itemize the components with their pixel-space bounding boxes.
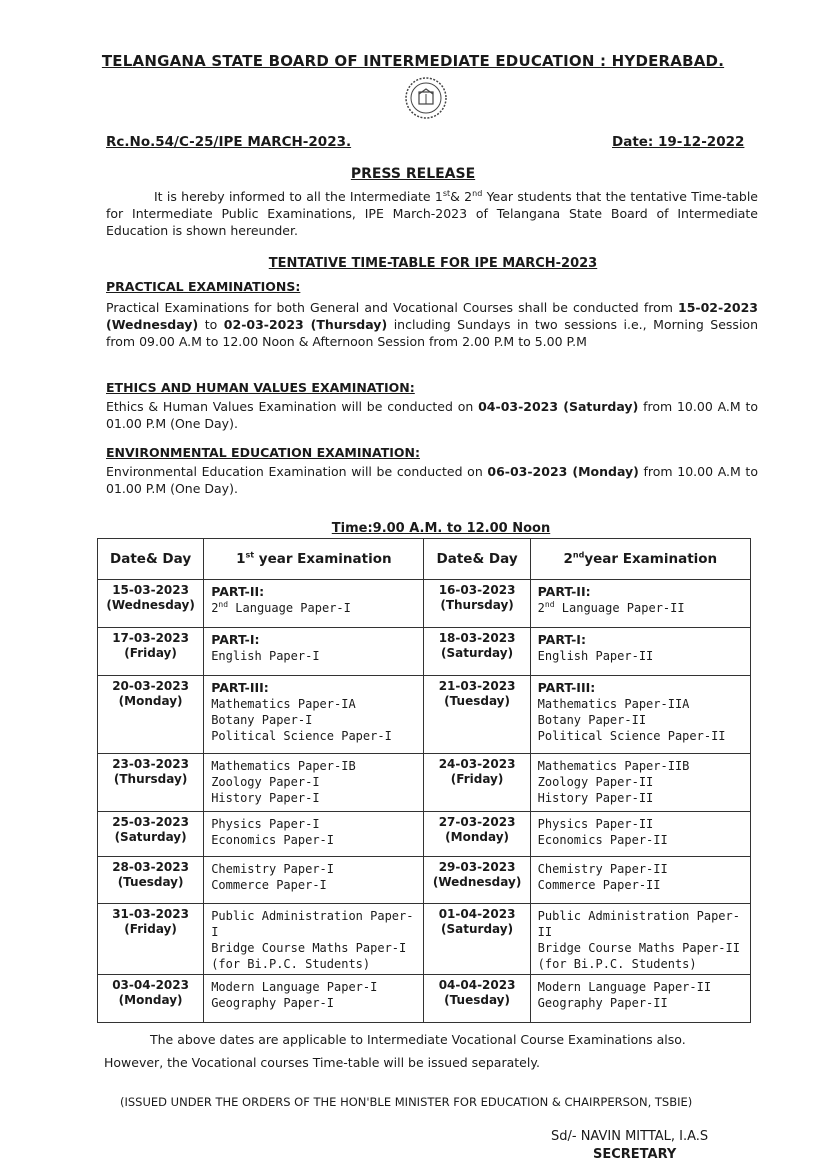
exam-paper: Zoology Paper-I	[211, 775, 320, 789]
exam-paper: Public Administration Paper-I	[211, 909, 414, 939]
practical-paragraph: Practical Examinations for both General and Vocational Courses shall be conducted from 15-02-2023 (Wednesday) to 02-03-2023 (Thursday) including Sundays in two sessions i.e., Morning Session from 09.00 A.M to 12.00 Noon & Afternoon Session from 2.00 P.M to 5.00 P.M	[106, 300, 758, 349]
exam-paper: Chemistry Paper-I	[211, 862, 335, 876]
col-date-2: Date& Day	[424, 539, 530, 580]
exam-date-cell	[424, 628, 530, 676]
signatory-designation: SECRETARY	[593, 1147, 677, 1162]
exam-date: 24-03-2023	[438, 757, 516, 771]
exam-paper: Modern Language Paper-II	[537, 980, 712, 994]
col-second-year: 2ndyear Examination	[530, 539, 750, 580]
exam-date: 28-03-2023	[112, 860, 189, 874]
exam-day: (Monday)	[118, 694, 183, 708]
exam-papers-cell	[204, 857, 424, 904]
exam-timetable	[97, 538, 751, 1023]
exam-papers-cell	[530, 857, 750, 904]
col-date-1: Date& Day	[98, 539, 204, 580]
exam-paper: Economics Paper-I	[211, 833, 335, 847]
exam-papers-cell	[204, 975, 424, 1023]
col-first-year: 1st year Examination	[204, 539, 424, 580]
exam-paper: Mathematics Paper-IIA	[537, 697, 690, 711]
exam-time-heading: Time:9.00 A.M. to 12.00 Noon	[331, 521, 551, 536]
exam-paper: Economics Paper-II	[537, 833, 668, 847]
exam-date: 21-03-2023	[438, 679, 516, 693]
exam-papers-cell	[530, 812, 750, 857]
table-header-row	[98, 539, 751, 580]
table-row	[98, 857, 751, 904]
table-row	[98, 580, 751, 628]
exam-day: (Tuesday)	[444, 694, 510, 708]
exam-paper: Political Science Paper-I	[211, 729, 392, 743]
table-row	[98, 975, 751, 1023]
footer-note-2: However, the Vocational courses Time-table will be issued separately.	[104, 1055, 540, 1070]
tentative-timetable-heading: TENTATIVE TIME-TABLE FOR IPE MARCH-2023	[268, 256, 598, 271]
table-row	[98, 676, 751, 754]
exam-part-label: PART-I:	[211, 632, 260, 647]
exam-paper: Public Administration Paper-II	[537, 909, 740, 939]
exam-papers-cell	[530, 754, 750, 812]
exam-paper: Botany Paper-II	[537, 713, 647, 727]
exam-day: (Thursday)	[440, 598, 514, 612]
exam-date-cell	[424, 580, 530, 628]
exam-date-cell	[424, 857, 530, 904]
exam-day: (Tuesday)	[444, 993, 510, 1007]
exam-date-cell	[424, 904, 530, 975]
exam-date: 20-03-2023	[112, 679, 189, 693]
exam-part-label: PART-II:	[537, 584, 591, 599]
table-row	[98, 628, 751, 676]
exam-day: (Saturday)	[441, 646, 514, 660]
exam-papers-cell	[204, 580, 424, 628]
exam-date: 29-03-2023	[438, 860, 516, 874]
exam-paper: History Paper-I	[211, 791, 320, 805]
exam-paper: 2nd Language Paper-II	[537, 600, 685, 615]
exam-date-cell	[98, 580, 204, 628]
exam-paper: 2nd Language Paper-I	[211, 600, 351, 615]
exam-part-label: PART-III:	[537, 680, 596, 695]
ethics-paragraph: Ethics & Human Values Examination will be conducted on 04-03-2023 (Saturday) from 10.00 A.M to 01.00 P.M (One Day).	[106, 399, 759, 431]
exam-day: (Wednesday)	[432, 875, 522, 889]
exam-date: 01-04-2023	[438, 907, 516, 921]
exam-paper: Mathematics Paper-IB	[211, 759, 356, 773]
exam-date-cell	[424, 812, 530, 857]
exam-date: 03-04-2023	[112, 978, 189, 992]
press-release-heading: PRESS RELEASE	[350, 166, 476, 182]
exam-date: 04-04-2023	[438, 978, 516, 992]
exam-papers-cell	[204, 812, 424, 857]
footer-note-1: The above dates are applicable to Intermediate Vocational Course Examinations also.	[150, 1032, 686, 1047]
exam-date: 31-03-2023	[112, 907, 189, 921]
exam-day: (Thursday)	[113, 772, 188, 786]
exam-papers-cell	[530, 975, 750, 1023]
exam-papers-cell	[530, 904, 750, 975]
exam-day: (Saturday)	[114, 830, 187, 844]
exam-paper: Geography Paper-II	[537, 996, 668, 1010]
exam-paper: Botany Paper-I	[211, 713, 313, 727]
exam-papers-cell	[530, 580, 750, 628]
exam-date-cell	[98, 975, 204, 1023]
exam-paper: Physics Paper-II	[537, 817, 654, 831]
exam-paper: Mathematics Paper-IIB	[537, 759, 690, 773]
exam-paper: (for Bi.P.C. Students)	[211, 957, 371, 971]
environmental-paragraph: Environmental Education Examination will be conducted on 06-03-2023 (Monday) from 10.00 A.M to 01.00 P.M (One Day).	[106, 464, 758, 496]
reference-number: Rc.No.54/C-25/IPE MARCH-2023.	[106, 134, 352, 150]
exam-date: 18-03-2023	[438, 631, 516, 645]
exam-day: (Monday)	[118, 993, 183, 1007]
exam-papers-cell	[204, 904, 424, 975]
exam-day: (Friday)	[124, 922, 177, 936]
exam-paper: Zoology Paper-II	[537, 775, 654, 789]
exam-paper: Commerce Paper-I	[211, 878, 327, 892]
board-title: TELANGANA STATE BOARD OF INTERMEDIATE EDUCATION : HYDERABAD.	[101, 52, 725, 70]
table-row	[98, 754, 751, 812]
signatory: Sd/- NAVIN MITTAL, I.A.S	[551, 1129, 709, 1144]
intro-paragraph: It is hereby informed to all the Intermediate 1st& 2nd Year students that the tentative Time-table for Intermediate Public Examinations, IPE March-2023 of Telangana State Board of Intermediate Education is shown hereunder.	[106, 188, 758, 238]
exam-day: (Tuesday)	[117, 875, 184, 889]
exam-day: (Wednesday)	[106, 598, 195, 612]
issued-note: (ISSUED UNDER THE ORDERS OF THE HON'BLE MINISTER FOR EDUCATION & CHAIRPERSON, TSBIE)	[120, 1095, 693, 1109]
exam-date-cell	[98, 812, 204, 857]
exam-paper: History Paper-II	[537, 791, 654, 805]
exam-date-cell	[98, 857, 204, 904]
exam-date-cell	[424, 754, 530, 812]
exam-paper: Mathematics Paper-IA	[211, 697, 356, 711]
exam-part-label: PART-I:	[537, 632, 586, 647]
environmental-heading: ENVIRONMENTAL EDUCATION EXAMINATION:	[106, 445, 420, 460]
exam-papers-cell	[530, 676, 750, 754]
exam-paper: Political Science Paper-II	[537, 729, 726, 743]
exam-date: 25-03-2023	[112, 815, 189, 829]
ethics-heading: ETHICS AND HUMAN VALUES EXAMINATION:	[106, 380, 415, 395]
table-row	[98, 812, 751, 857]
exam-paper: Modern Language Paper-I	[211, 980, 378, 994]
exam-date-cell	[98, 676, 204, 754]
exam-day: (Saturday)	[441, 922, 514, 936]
release-date: Date: 19-12-2022	[612, 134, 745, 150]
exam-paper: Commerce Paper-II	[537, 878, 661, 892]
exam-day: (Monday)	[445, 830, 509, 844]
exam-date-cell	[424, 676, 530, 754]
exam-paper: Geography Paper-I	[211, 996, 335, 1010]
exam-paper: Bridge Course Maths Paper-II	[537, 941, 740, 955]
exam-papers-cell	[204, 628, 424, 676]
exam-papers-cell	[204, 754, 424, 812]
exam-date: 15-03-2023	[112, 583, 189, 597]
exam-date: 23-03-2023	[112, 757, 189, 771]
exam-paper: (for Bi.P.C. Students)	[537, 957, 697, 971]
exam-date-cell	[98, 628, 204, 676]
exam-papers-cell	[530, 628, 750, 676]
exam-paper: English Paper-II	[537, 649, 654, 663]
exam-paper: Chemistry Paper-II	[537, 862, 668, 876]
exam-date-cell	[98, 754, 204, 812]
exam-part-label: PART-III:	[211, 680, 269, 695]
board-seal-icon	[404, 76, 448, 120]
exam-papers-cell	[204, 676, 424, 754]
exam-date: 16-03-2023	[438, 583, 516, 597]
exam-day: (Friday)	[124, 646, 177, 660]
exam-date: 17-03-2023	[112, 631, 189, 645]
exam-date: 27-03-2023	[438, 815, 516, 829]
table-row	[98, 904, 751, 975]
exam-date-cell	[98, 904, 204, 975]
exam-part-label: PART-II:	[211, 584, 265, 599]
exam-paper: English Paper-I	[211, 649, 320, 663]
exam-paper: Physics Paper-I	[211, 817, 320, 831]
exam-day: (Friday)	[450, 772, 504, 786]
practical-heading: PRACTICAL EXAMINATIONS:	[106, 279, 301, 294]
exam-date-cell	[424, 975, 530, 1023]
exam-paper: Bridge Course Maths Paper-I	[211, 941, 407, 955]
